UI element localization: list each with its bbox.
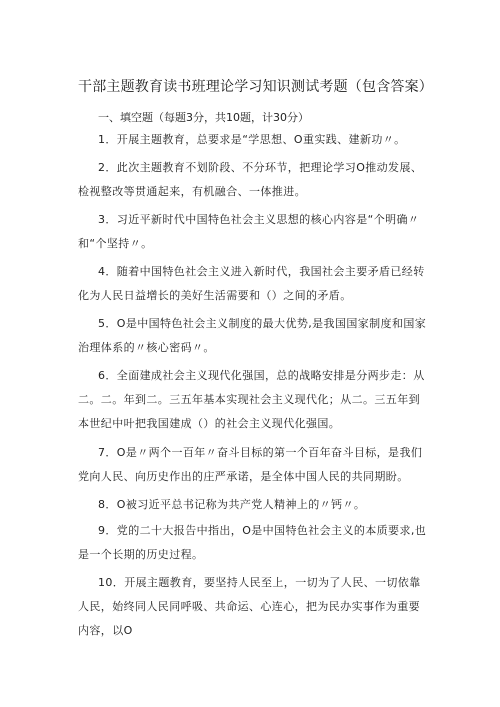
- question-7: 7．O是〃两个一百年〃奋斗目标的第一个百年奋斗目标，是我们党向人民、向历史作出的庄严承诺，是全体中国人民的共同期盼。: [78, 446, 423, 483]
- question-2: 2．此次主题教育不划阶段、不分环节，把理论学习O推动发展、检视整改等贯通起来，有机融合、一体推进。: [78, 161, 423, 198]
- question-9: 9．党的二十大报告中指出，O是中国特色社会主义的本质要求,也是一个长期的历史过程。: [78, 524, 427, 561]
- question-10: 10．开展主题教育，要坚持人民至上，一切为了人民、一切依靠人民，始终同人民同呼吸、共命运、心连心，把为民办实事作为重要内容，以O: [78, 576, 421, 637]
- question-4: 4．随着中国特色社会主义进入新时代，我国社会主要矛盾已经转化为人民日益增长的美好生活需要和（）之间的矛盾。: [78, 265, 425, 302]
- question-6: 6．全面建成社会主义现代化强国，总的战略安排是分两步走：从二。二。年到二。三五年基本实现社会主义现代化；从二。三五年到本世纪中叶把我国建成（）的社会主义现代化强国。: [78, 369, 425, 430]
- question-8: 8．O被习近平总书记称为共产党人精神上的〃钙〃。: [98, 498, 366, 511]
- question-3: 3．习近平新时代中国特色社会主义思想的核心内容是“个明确〃和“个坚持〃。: [78, 213, 420, 250]
- section-heading: 一、填空题（每题3分，共10题，计30分）: [98, 111, 309, 124]
- question-1: 1．开展主题教育，总要求是“学思想、O重实践、建新功〃。: [98, 133, 406, 146]
- question-5: 5．O是中国特色社会主义制度的最大优势,是我国国家制度和国家治理体系的〃核心密码〃。: [78, 317, 427, 354]
- document-title: 干部主题教育读书班理论学习知识测试考题（包含答案）: [78, 79, 433, 95]
